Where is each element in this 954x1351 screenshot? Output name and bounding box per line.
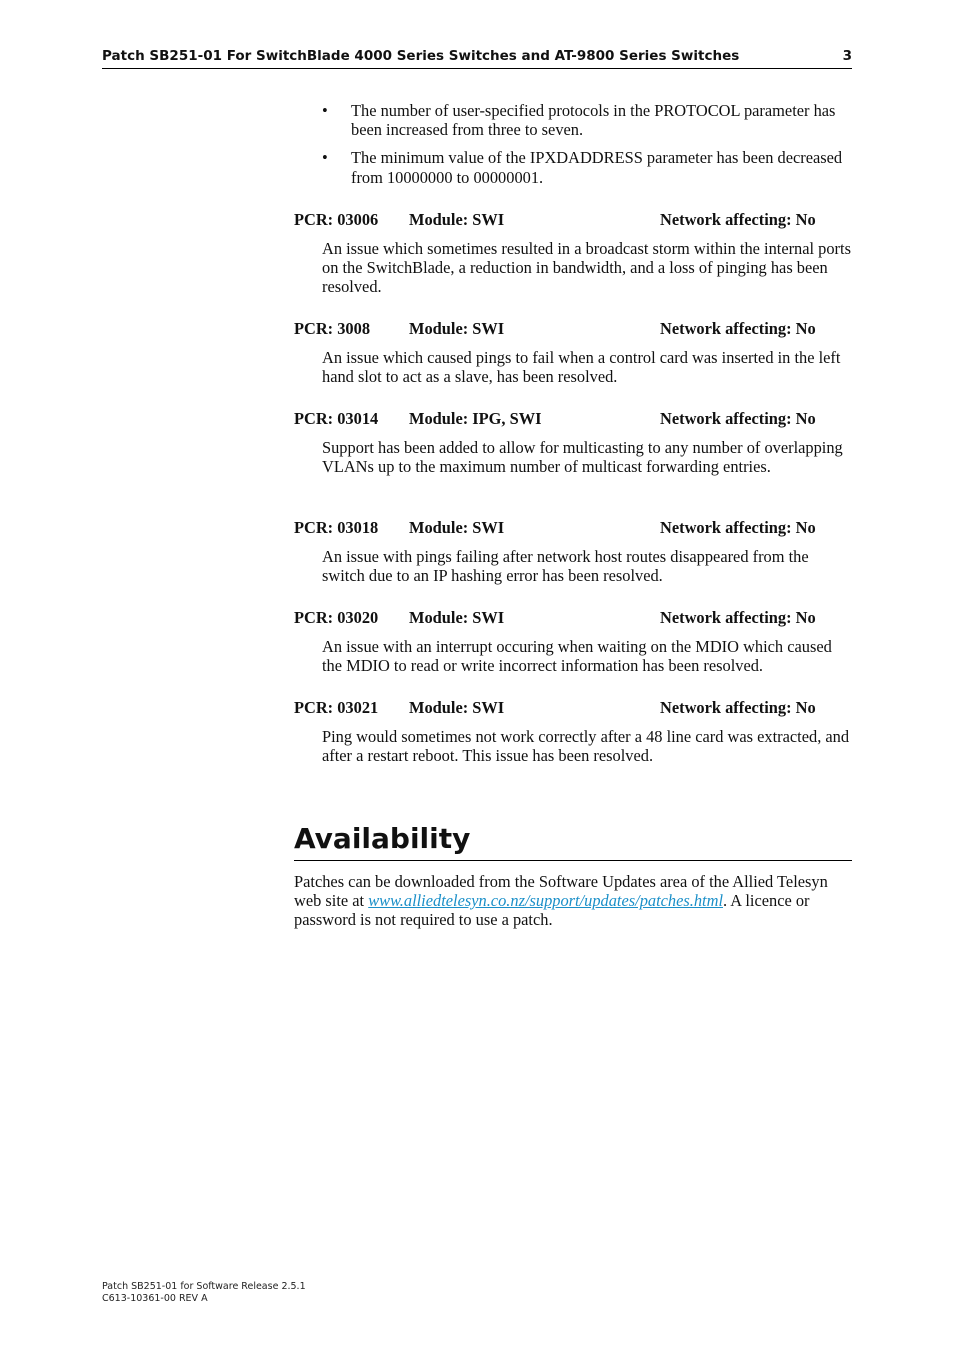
availability-heading: Availability xyxy=(294,820,852,861)
pcr-module: Module: SWI xyxy=(409,319,505,338)
pcr-number: PCR: 03006 xyxy=(294,210,379,229)
pcr-heading xyxy=(294,698,852,717)
pcr-heading xyxy=(294,319,852,338)
bullet-icon: • xyxy=(322,101,328,120)
pcr-heading xyxy=(294,518,852,537)
patches-link[interactable]: www.alliedtelesyn.co.nz/support/updates/patches.html xyxy=(368,891,724,911)
page-header xyxy=(102,48,852,69)
pcr-entry xyxy=(294,608,852,675)
pcr-heading xyxy=(294,608,852,627)
pcr-number: PCR: 3008 xyxy=(294,319,371,338)
pcr-network-affecting: Network affecting: No xyxy=(660,518,816,537)
bullet-text: The minimum value of the IPXDADDRESS parameter has been decreased from 10000000 to 00000001. xyxy=(351,148,843,187)
pcr-description: Ping would sometimes not work correctly after a 48 line card was extracted, and after a restart reboot. This issue has been resolved. xyxy=(322,727,850,766)
pcr-network-affecting: Network affecting: No xyxy=(660,698,816,717)
pcr-entry xyxy=(294,319,852,386)
pcr-network-affecting: Network affecting: No xyxy=(660,409,816,428)
pcr-entry xyxy=(294,210,852,297)
page-footer xyxy=(102,1281,306,1304)
pcr-module: Module: SWI xyxy=(409,210,505,229)
availability-paragraph xyxy=(294,872,852,930)
pcr-number: PCR: 03018 xyxy=(294,518,379,537)
pcr-number: PCR: 03020 xyxy=(294,608,379,627)
bullet-item xyxy=(322,101,852,139)
pcr-heading xyxy=(294,409,852,428)
pcr-number: PCR: 03014 xyxy=(294,409,379,428)
pcr-description: Support has been added to allow for multicasting to any number of overlapping VLANs up to the maximum number of multicast forwarding entries. xyxy=(322,438,843,477)
pcr-description: An issue with pings failing after network host routes disappeared from the switch due to an IP hashing error has been resolved. xyxy=(322,547,809,586)
pcr-entry xyxy=(294,518,852,585)
pcr-description: An issue which sometimes resulted in a broadcast storm within the internal ports on the SwitchBlade, a reduction in bandwidth, and a loss of pinging has been resolved. xyxy=(322,239,851,297)
pcr-heading xyxy=(294,210,852,229)
pcr-description: An issue which caused pings to fail when a control card was inserted in the left hand slot to act as a slave, has been resolved. xyxy=(322,348,841,387)
page-number: 3 xyxy=(842,48,852,64)
pcr-network-affecting: Network affecting: No xyxy=(660,319,816,338)
pcr-module: Module: SWI xyxy=(409,518,505,537)
bullet-item xyxy=(322,148,852,186)
pcr-number: PCR: 03021 xyxy=(294,698,379,717)
pcr-entry xyxy=(294,409,852,476)
pcr-network-affecting: Network affecting: No xyxy=(660,210,816,229)
footer-doc-code: C613-10361-00 REV A xyxy=(102,1292,208,1304)
pcr-entry xyxy=(294,698,852,765)
bullet-list xyxy=(322,101,852,196)
bullet-text: The number of user-specified protocols in the PROTOCOL parameter has been increased from three to seven. xyxy=(351,101,836,140)
pcr-description: An issue with an interrupt occuring when waiting on the MDIO which caused the MDIO to read or write incorrect information has been resolved. xyxy=(322,637,832,676)
pcr-module: Module: IPG, SWI xyxy=(409,409,542,428)
availability-text-before: Patches can be downloaded from the Software Updates area of the Allied Telesyn web site at xyxy=(294,872,828,911)
pcr-module: Module: SWI xyxy=(409,698,505,717)
footer-release-line: Patch SB251-01 for Software Release 2.5.1 xyxy=(102,1281,306,1292)
bullet-icon: • xyxy=(322,148,328,168)
pcr-network-affecting: Network affecting: No xyxy=(660,608,816,627)
pcr-module: Module: SWI xyxy=(409,608,505,627)
availability-text-after: . A licence or password is not required to use a patch. xyxy=(294,891,810,930)
header-title: Patch SB251-01 For SwitchBlade 4000 Series Switches and AT-9800 Series Switches xyxy=(102,48,740,64)
